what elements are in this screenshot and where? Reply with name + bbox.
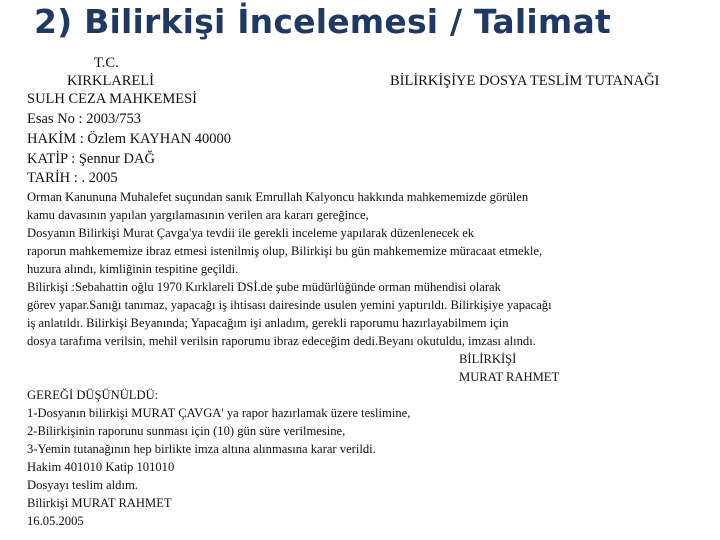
body-line: Dosyanın Bilirkişi Murat Çavga'ya tevdii ile gerekli inceleme yapılarak düzenlenecek ek (27, 226, 475, 240)
decision-line: Bilirkişi MURAT RAHMET (27, 496, 172, 510)
decision-line: 3-Yemin tutanağının hep birlikte imza altına alınmasına karar verildi. (27, 442, 376, 456)
decision-line: Dosyayı teslim aldım. (27, 478, 138, 492)
body-line: huzura alındı, kimliğinin tespitine geçildi. (27, 262, 239, 276)
body-line: dosya tarafıma verilsin, mehil verilsin raporumu ibraz edeceğim dedi.Beyanı okutuldu, imzası alındı. (27, 334, 536, 348)
body-line: iş anlatıldı. Bilirkişi Beyanında; Yapacağım işi anladım, gerekli raporumu hazırlayabilmem için (27, 316, 509, 330)
clerk-line: KATİP : Şennur DAĞ (27, 151, 155, 167)
header-city: KIRKLARELİ (67, 73, 154, 89)
decision-heading: GEREĞİ DÜŞÜNÜLDÜ: (27, 388, 159, 402)
body-line: kamu davasının yapılan yargılamasının verilen ara kararı gereğince, (27, 208, 369, 222)
date-line: TARİH : . 2005 (27, 170, 118, 186)
signature-name: MURAT RAHMET (459, 370, 560, 384)
slide-title: 2) Bilirkişi İncelemesi / Talimat (34, 2, 611, 41)
decision-date: 16.05.2005 (27, 514, 84, 528)
body-line: raporun mahkememize ibraz etmesi istenilmiş olup, Bilirkişi bu gün mahkememize müracaat etmekle, (27, 244, 543, 258)
document-title: BİLİRKİŞİYE DOSYA TESLİM TUTANAĞI (390, 73, 660, 89)
body-line: Orman Kanununa Muhalefet suçundan sanık Emrullah Kalyoncu hakkında mahkememizde görülen (27, 190, 529, 204)
header-court: SULH CEZA MAHKEMESİ (27, 91, 197, 107)
judge-line: HAKİM : Özlem KAYHAN 40000 (27, 131, 232, 147)
body-line: görev yapar.Sanığı tanımaz, yapacağı iş ihtisası dairesinde usulen yemini yaptırıldı. Bilirkişiye yapacağı (27, 298, 552, 312)
decision-line: 1-Dosyanın bilirkişi MURAT ÇAVGA' ya rapor hazırlamak üzere teslimine, (27, 406, 411, 420)
header-tc: T.C. (94, 55, 119, 71)
signature-role: BİLİRKİŞİ (459, 352, 517, 366)
case-number: Esas No : 2003/753 (27, 111, 141, 127)
body-line: Bilirkişi :Sebahattin oğlu 1970 Kırklareli DSİ.de şube müdürlüğünde orman mühendisi olarak (27, 280, 501, 294)
decision-line: 2-Bilirkişinin raporunu sunması için (10) gün süre verilmesine, (27, 424, 346, 438)
decision-line: Hakim 401010 Katip 101010 (27, 460, 175, 474)
